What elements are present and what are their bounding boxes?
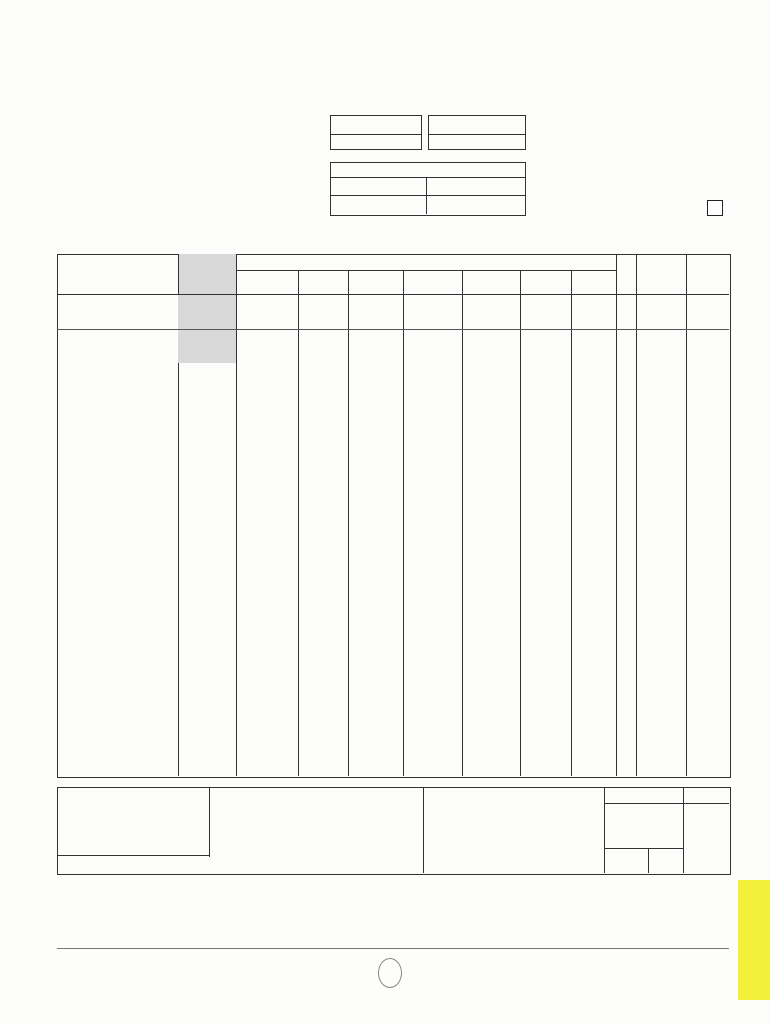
col-divider [236, 254, 237, 776]
divider [604, 803, 729, 804]
divider [330, 134, 421, 135]
col-divider [403, 270, 404, 776]
certification-box [57, 787, 731, 875]
row-mid-divider [57, 329, 729, 330]
dmr-table [57, 254, 731, 778]
discharge-number-box [428, 115, 526, 150]
permit-number-box [330, 115, 422, 150]
divider [648, 848, 649, 873]
param-header-shade [178, 254, 236, 294]
row-divider [57, 294, 729, 295]
divider [428, 134, 525, 135]
divider [604, 787, 605, 873]
col-divider [686, 254, 687, 776]
no-discharge-checkbox[interactable] [707, 200, 723, 216]
col-divider [348, 270, 349, 776]
col-divider [298, 270, 299, 776]
divider [330, 177, 525, 178]
col-divider [462, 270, 463, 776]
divider [236, 270, 616, 271]
divider [423, 787, 424, 873]
divider [57, 855, 209, 856]
monitoring-period-box [330, 162, 526, 216]
divider [209, 787, 210, 857]
punch-hole-mark [378, 958, 402, 988]
col-divider [616, 254, 617, 776]
divider [604, 848, 683, 849]
col-divider [520, 270, 521, 776]
col-divider [636, 254, 637, 776]
yellow-highlight [738, 880, 770, 1000]
divider [683, 787, 684, 873]
footer-divider [57, 948, 729, 949]
divider [330, 195, 525, 196]
col-divider [571, 270, 572, 776]
